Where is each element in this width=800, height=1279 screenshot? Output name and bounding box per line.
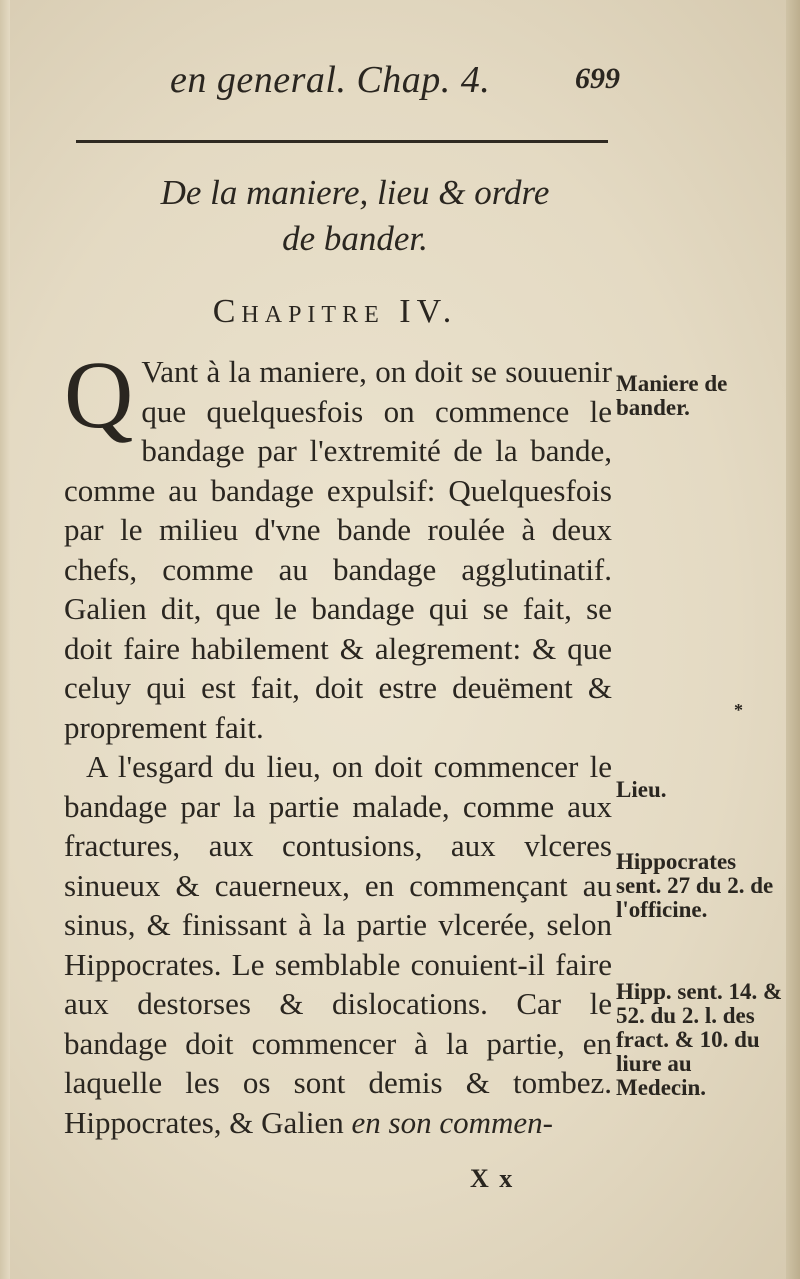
page-number: 699 <box>575 62 620 95</box>
margin-note-hipp-fract: Hipp. sent. 14. & 52. du 2. l. des fract. & 10. du liure au Medecin. <box>616 979 783 1100</box>
paragraph-place-italic-tail: en son commen- <box>351 1104 553 1140</box>
page-right-edge <box>786 0 800 1279</box>
paragraph-manner-text: Vant à la maniere, on doit se souuenir que quelquesfois on commence le bandage par l'extremité de la bande, comme au bandage expulsif: Quelquesfois par le milieu d'vne bande roulée à deux chefs, comme au bandage agglutinatif. Galien dit, que le bandage qui se fait, se doit faire habilement & alegrement: & que celuy qui est fait, doit estre deuëment & proprement fait. <box>64 354 612 745</box>
signature-mark: X x <box>470 1164 515 1193</box>
paragraph-place-text: A l'esgard du lieu, on doit commencer le bandage par la partie malade, comme aux fractures, aux contusions, aux vlceres sinueux & cauerneux, en commençant au sinus, & finissant à la partie vlcerée, selon Hippocrates. Le semblable conuient-il faire aux destorses & dislocations. Car le bandage doit commencer à la partie, en laquelle les os sont demis & tombez. Hippocrates, & Galien <box>64 749 612 1140</box>
page-left-edge <box>0 0 10 1279</box>
margin-note-lieu: Lieu. <box>616 777 667 802</box>
section-title <box>60 170 650 262</box>
running-title: en general. Chap. 4. <box>170 59 491 101</box>
section-title-line1: De la maniere, lieu & ordre <box>160 173 550 212</box>
body-text <box>64 341 612 1142</box>
running-head <box>170 58 620 108</box>
marginal-mark: * <box>734 700 743 720</box>
margin-note-hippocrates-officine: Hippocrates sent. 27 du 2. de l'officine. <box>616 849 774 922</box>
chapter-heading: Chapitre IV. <box>212 293 458 330</box>
paragraph-place <box>64 747 612 1142</box>
section-title-line2: de bander. <box>282 219 428 258</box>
drop-cap: Q <box>64 341 134 448</box>
paragraph-manner <box>64 341 612 747</box>
margin-note-maniere: Maniere de bander. <box>616 371 728 420</box>
header-rule <box>76 140 608 143</box>
